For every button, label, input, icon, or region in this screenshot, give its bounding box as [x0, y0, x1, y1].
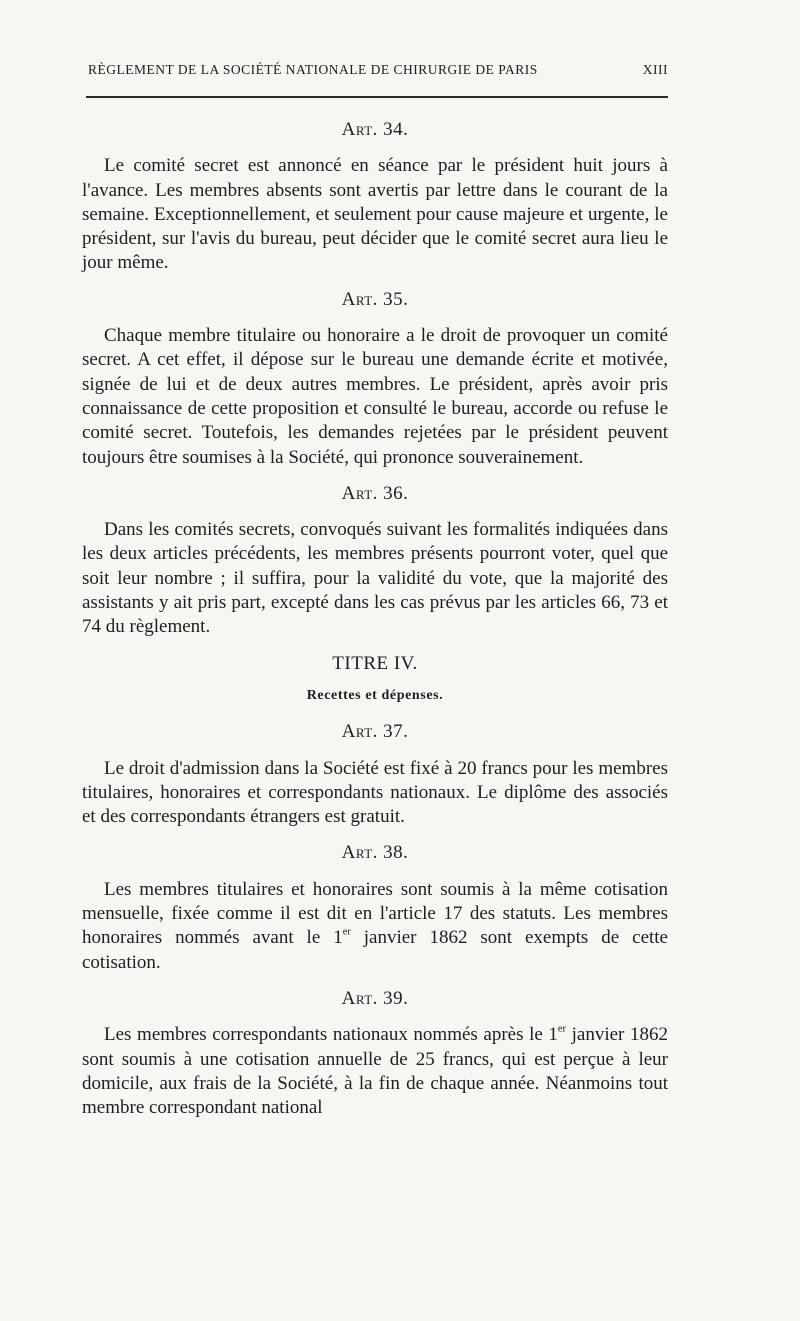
section-subtitle: Recettes et dépenses. [306, 687, 444, 703]
article-heading: Art. 38. [341, 842, 409, 864]
article-text [82, 1023, 668, 1120]
article-text-part: janvier 1862 sont exempts de cette cotisation. [82, 927, 668, 973]
running-title: RÈGLEMENT DE LA SOCIÉTÉ NATIONALE DE CHIRURGIE DE PARIS [88, 62, 538, 77]
article-text: Le droit d'admission dans la Société est fixé à 20 francs pour les membres titulaires, honoraires et correspondants nationaux. Le diplôme des associés et des correspondants étrangers est gratuit. [82, 757, 668, 828]
article-heading: Art. 39. [341, 987, 409, 1009]
article-text [82, 878, 668, 975]
header-rule [86, 96, 668, 98]
article-text-part: janvier 1862 sont soumis à une cotisation annuelle de 25 francs, qui est perçue à leur domicile, aux frais de la Société, à la fin de chaque année. Néanmoins tout membre correspondant national [82, 1024, 668, 1119]
article-heading: Art. 34. [341, 119, 409, 140]
article-text: Chaque membre titulaire ou honoraire a le droit de provoquer un comité secret. A cet effet, il dépose sur le bureau une demande écrite et motivée, signée de lui et de deux autres membres. Le président, après avoir pris connaissance de cette proposition et consulté le bureau, accorde ou refuse le comité secret. Toutefois, les demandes rejetées par le président peuvent toujours être soumises à la Société, qui prononce souverainement. [82, 325, 668, 468]
article-text-part: Les membres titulaires et honoraires sont soumis à la même cotisation mensuelle, fixée comme il est dit en l'article 17 des statuts. Les membres honoraires nommés avant le 1 [82, 878, 668, 949]
article-heading: Art. 35. [341, 288, 409, 310]
article-text-part: Les membres correspondants nationaux nommés après le 1 [104, 1024, 558, 1046]
page-number: XIII [642, 62, 668, 77]
section-title: TITRE IV. [332, 652, 418, 674]
article-text: Dans les comités secrets, convoqués suivant les formalités indiquées dans les deux articles précédents, les membres présents pourront voter, quel que soit leur nombre ; il suffira, pour la validité du vote, que la majorité des assistants y ait pris part, excepté dans les cas prévus par les articles 66, 73 et 74 du règlement. [82, 519, 668, 638]
article-heading: Art. 36. [341, 482, 409, 504]
article-heading: Art. 37. [341, 721, 409, 743]
ordinal-superscript: er [342, 926, 351, 938]
page-body [82, 118, 668, 1132]
running-header [88, 62, 668, 78]
ordinal-superscript: er [557, 1023, 567, 1035]
article-text: Le comité secret est annoncé en séance par le président huit jours à l'avance. Les membres absents sont avertis par lettre dans le courant de la semaine. Exceptionnellement, et seulement pour cause majeure et urgente, le président, sur l'avis du bureau, peut décider que le comité secret aura lieu le jour même. [82, 155, 668, 274]
